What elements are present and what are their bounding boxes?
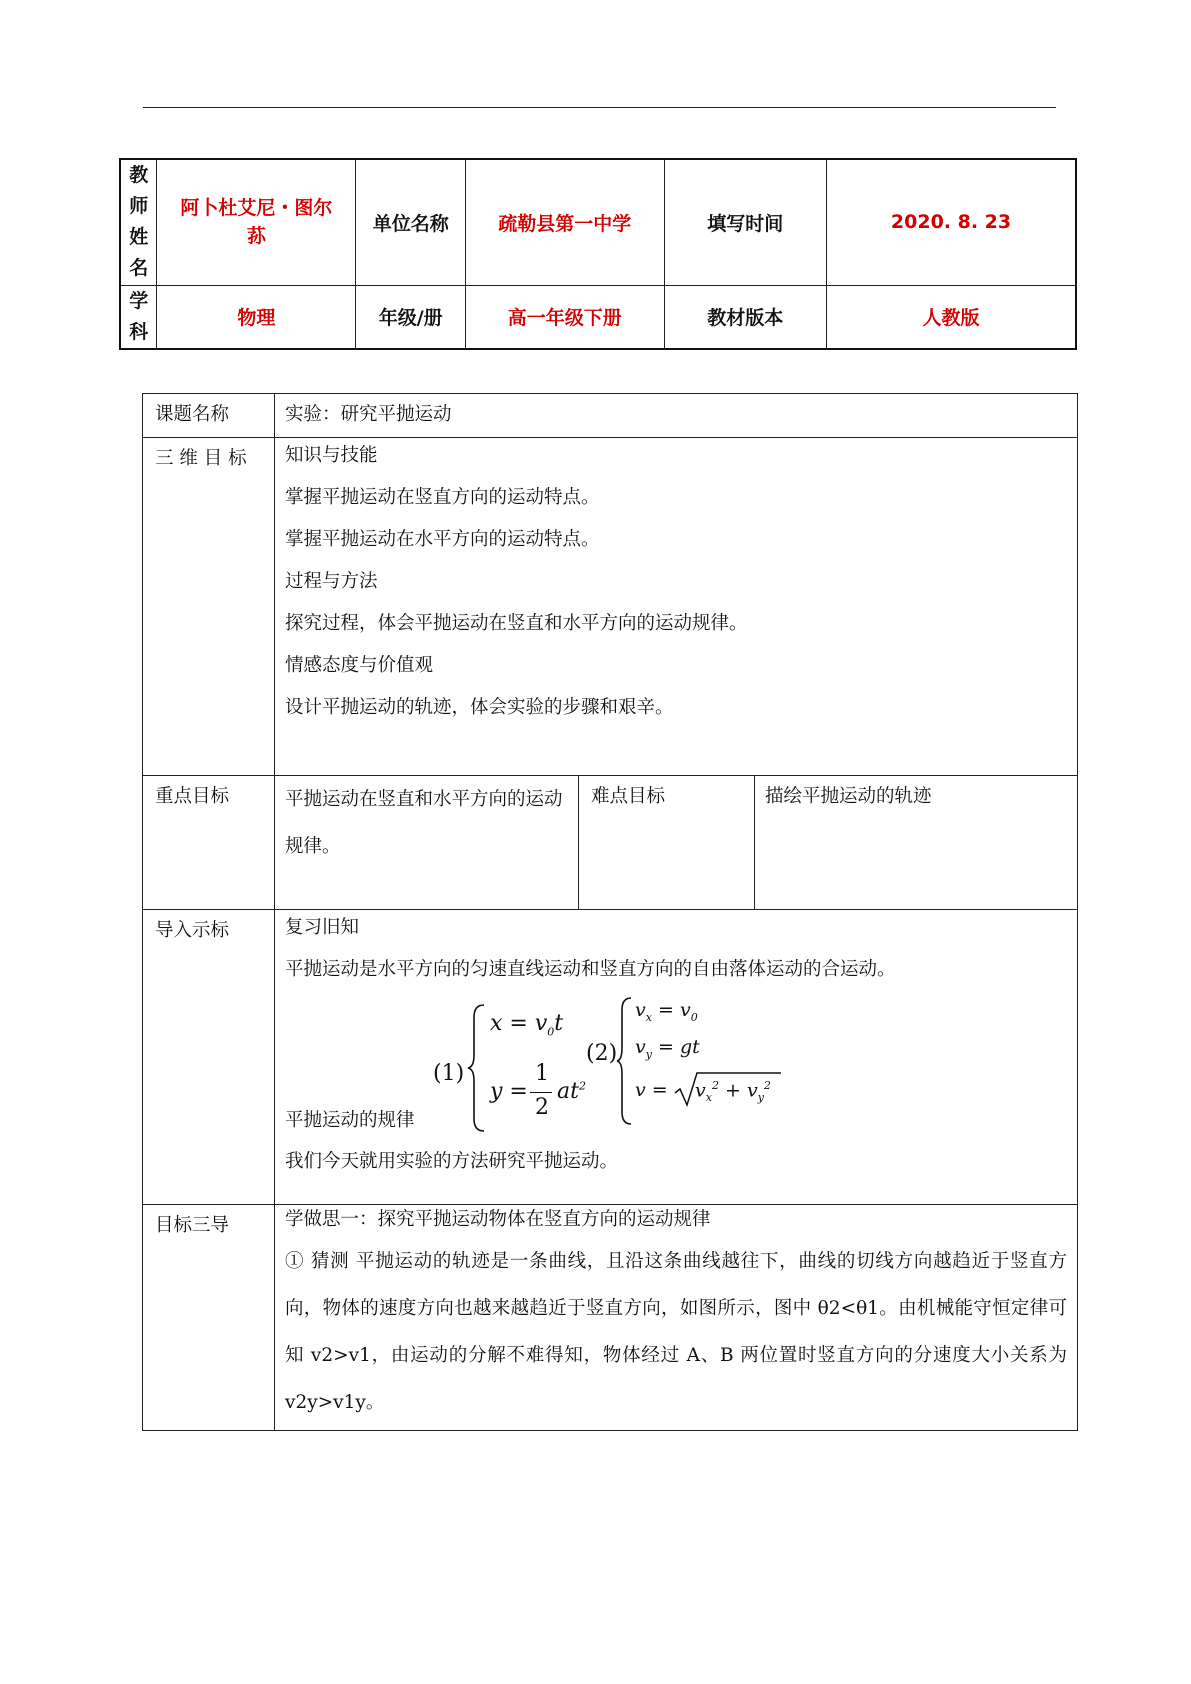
subject-value: 物理: [157, 285, 356, 349]
goal-line: 情感态度与价值观: [285, 655, 434, 676]
header-rule: [143, 107, 1056, 108]
eq1-x: $x = v_0t$: [490, 1011, 564, 1039]
eq2-vx: $v_x = v_0$: [635, 999, 698, 1024]
eq1-at: $at^2$: [557, 1079, 586, 1104]
lesson-plan-table: [142, 393, 1078, 1431]
guide-content: [275, 1205, 1078, 1431]
rule-label: 平抛运动的规律: [285, 1110, 415, 1131]
goal-line: 设计平抛运动的轨迹，体会实验的步骤和艰辛。: [285, 697, 674, 718]
goal-line: 掌握平抛运动在水平方向的运动特点。: [285, 529, 600, 550]
date-value: 2020. 8. 23: [827, 159, 1076, 285]
eq2-v: v =: [635, 1079, 668, 1101]
guide-text: ① 猜测 平抛运动的轨迹是一条曲线，且沿这条曲线越往下，曲线的切线方向越趋近于竖直方向，物体的速度方向也越来越趋近于竖直方向，如图所示，图中 θ2<θ1。由机械能守恒定律可知 v2>v1，由运动的分解不难得知，物体经过 A、B 两位置时竖直方向的分速度大小关系为 v2y>v1y。: [285, 1251, 1068, 1413]
topic-value: 实验：研究平抛运动: [275, 394, 1078, 438]
intro-line: 平抛运动是水平方向的匀速直线运动和竖直方向的自由落体运动的合运动。: [285, 959, 896, 980]
eq1-frac-num: 1: [535, 1061, 549, 1086]
goal-line: 探究过程，体会平抛运动在竖直和水平方向的运动规律。: [285, 613, 748, 634]
intro-label: 导入示标: [143, 910, 275, 1205]
intro-closing: 我们今天就用实验的方法研究平抛运动。: [285, 1151, 619, 1172]
grade-value: 高一年级下册: [466, 285, 664, 349]
teacher-info-table: [119, 158, 1077, 350]
fraction-bar: [530, 1092, 552, 1093]
eq2-vy: $v_y$ = gt: [635, 1036, 700, 1061]
goal-line: 掌握平抛运动在竖直方向的运动特点。: [285, 487, 600, 508]
key-value: 平抛运动在竖直和水平方向的运动规律。: [275, 776, 579, 910]
key-label: 重点目标: [143, 776, 275, 910]
subject-label: 学科: [120, 285, 157, 349]
textbook-value: 人教版: [827, 285, 1076, 349]
eq-number-2: (2): [586, 1041, 618, 1066]
teacher-name: 阿卜杜艾尼・图尔荪: [157, 159, 356, 285]
unit-name: 疏勒县第一中学: [466, 159, 664, 285]
left-brace-1: [466, 1003, 488, 1133]
goals-label: 三 维 目 标: [143, 438, 275, 776]
textbook-label: 教材版本: [664, 285, 827, 349]
eq-number-1: (1): [433, 1061, 465, 1086]
intro-content: [275, 910, 1078, 1205]
difficulty-label: 难点目标: [579, 776, 755, 910]
motion-formula: [285, 991, 1067, 1141]
topic-label: 课题名称: [143, 394, 275, 438]
unit-label: 单位名称: [356, 159, 466, 285]
eq1-y: y =: [490, 1079, 528, 1104]
date-label: 填写时间: [664, 159, 827, 285]
eq2-sqrt-terms: $v_x^2 + v_y^2$: [695, 1079, 771, 1105]
eq1-frac-den: 2: [535, 1095, 549, 1120]
goal-line: 知识与技能: [285, 445, 378, 466]
left-brace-2: [615, 996, 635, 1126]
guide-label: 目标三导: [143, 1205, 275, 1431]
guide-title: 学做思一：探究平抛运动物体在竖直方向的运动规律: [285, 1209, 711, 1230]
teacher-label: 教师姓名: [120, 159, 157, 285]
intro-line: 复习旧知: [285, 917, 360, 938]
grade-label: 年级/册: [356, 285, 466, 349]
difficulty-value: 描绘平抛运动的轨迹: [755, 776, 1078, 910]
goal-line: 过程与方法: [285, 571, 378, 592]
goals-content: [275, 438, 1078, 776]
